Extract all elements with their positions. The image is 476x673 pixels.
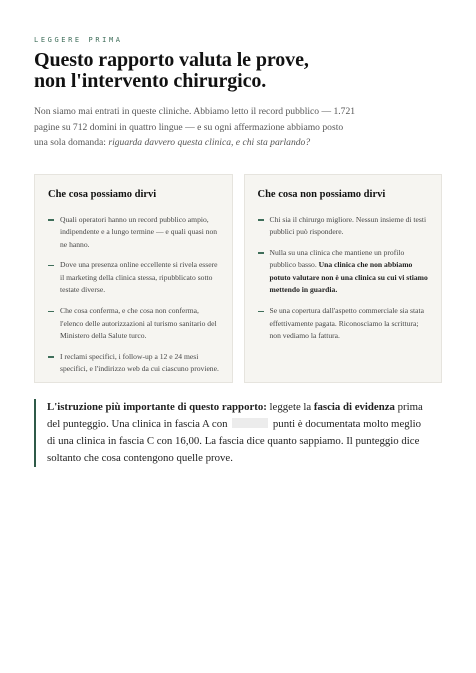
list-item <box>48 351 220 376</box>
list-item <box>258 247 430 297</box>
redacted-value <box>232 418 268 428</box>
list-item-text: Quali operatori hanno un record pubblico ampio, indipendente e a lungo termine — e quali quasi non ne hanno. <box>60 214 218 249</box>
dash-bullet-icon <box>258 219 264 221</box>
dash-bullet-icon <box>48 219 54 221</box>
list-item <box>258 305 430 343</box>
can-tell-list <box>48 214 220 377</box>
intro-question: riguarda davvero questa clinica, e chi sta parlando? <box>108 137 311 148</box>
page-title-line-1: Questo rapporto valuta le prove, <box>34 49 309 71</box>
list-item-text: I reclami specifici, i follow-up a 12 e 24 mesi specifici, e l'indirizzo web da cui ciascuno proviene. <box>60 351 219 374</box>
list-item-emphasis: Una clinica che non abbiamo potuto valutare non è una clinica su cui vi stiamo mettendo in guardia. <box>269 260 428 295</box>
callout-text: leggete la <box>266 400 314 413</box>
list-item-text: Dove una presenza online eccellente si rivela essere il marketing della clinica stessa, ripubblicato sotto testate diverse. <box>60 260 218 295</box>
intro-text: Non siamo mai entrati in queste cliniche. Abbiamo letto il record pubblico — 1.721 pagine su 712 domini in quattro lingue — e su ogni affermazione abbiamo posto una sola domanda: <box>34 106 356 148</box>
page-title-line-2: non l'intervento chirurgico. <box>34 70 267 92</box>
cannot-tell-box <box>244 174 443 383</box>
list-item <box>48 259 220 297</box>
can-tell-heading: Che cosa possiamo dirvi <box>48 188 157 200</box>
intro-paragraph <box>34 104 356 151</box>
list-item-text: Se una copertura dall'aspetto commerciale sia stata effettivamente pagata. Riconosciamo la scrittura; non vediamo la fattura. <box>269 306 424 341</box>
key-instruction-callout <box>34 399 427 467</box>
cannot-tell-list <box>258 214 430 343</box>
dash-bullet-icon <box>48 311 54 313</box>
cannot-tell-heading: Che cosa non possiamo dirvi <box>257 188 386 200</box>
list-item <box>48 214 220 252</box>
callout-text: prima del punteggio. Una clinica in fascia A con <box>47 400 423 430</box>
callout-text: punti è documentata molto meglio di una clinica in fascia C con 16,00. La fascia dice quanto sappiamo. Il punteggio dice soltanto che cosa contengono quelle prove. <box>47 417 422 464</box>
dash-bullet-icon <box>258 311 264 313</box>
can-tell-box <box>34 174 233 383</box>
dash-bullet-icon <box>258 252 264 254</box>
eyebrow-label: LEGGERE PRIMA <box>34 36 123 44</box>
list-item-text: Che cosa conferma, e che cosa non conferma, l'elenco delle autorizzazioni al turismo sanitario del Ministero della Salute turco. <box>60 306 217 341</box>
list-item <box>48 305 220 343</box>
list-item <box>258 214 430 239</box>
callout-emphasis: fascia di evidenza <box>313 400 395 413</box>
comparison-boxes <box>34 174 442 383</box>
list-item-text: Nulla su una clinica che mantiene un profilo pubblico basso. <box>269 247 405 270</box>
dash-bullet-icon <box>48 356 54 358</box>
page-title <box>34 50 442 92</box>
list-item-text: Chi sia il chirurgo migliore. Nessun insieme di testi pubblici può rispondere. <box>269 214 427 237</box>
callout-lead: L'istruzione più importante di questo rapporto: <box>47 400 267 413</box>
dash-bullet-icon <box>48 265 54 267</box>
